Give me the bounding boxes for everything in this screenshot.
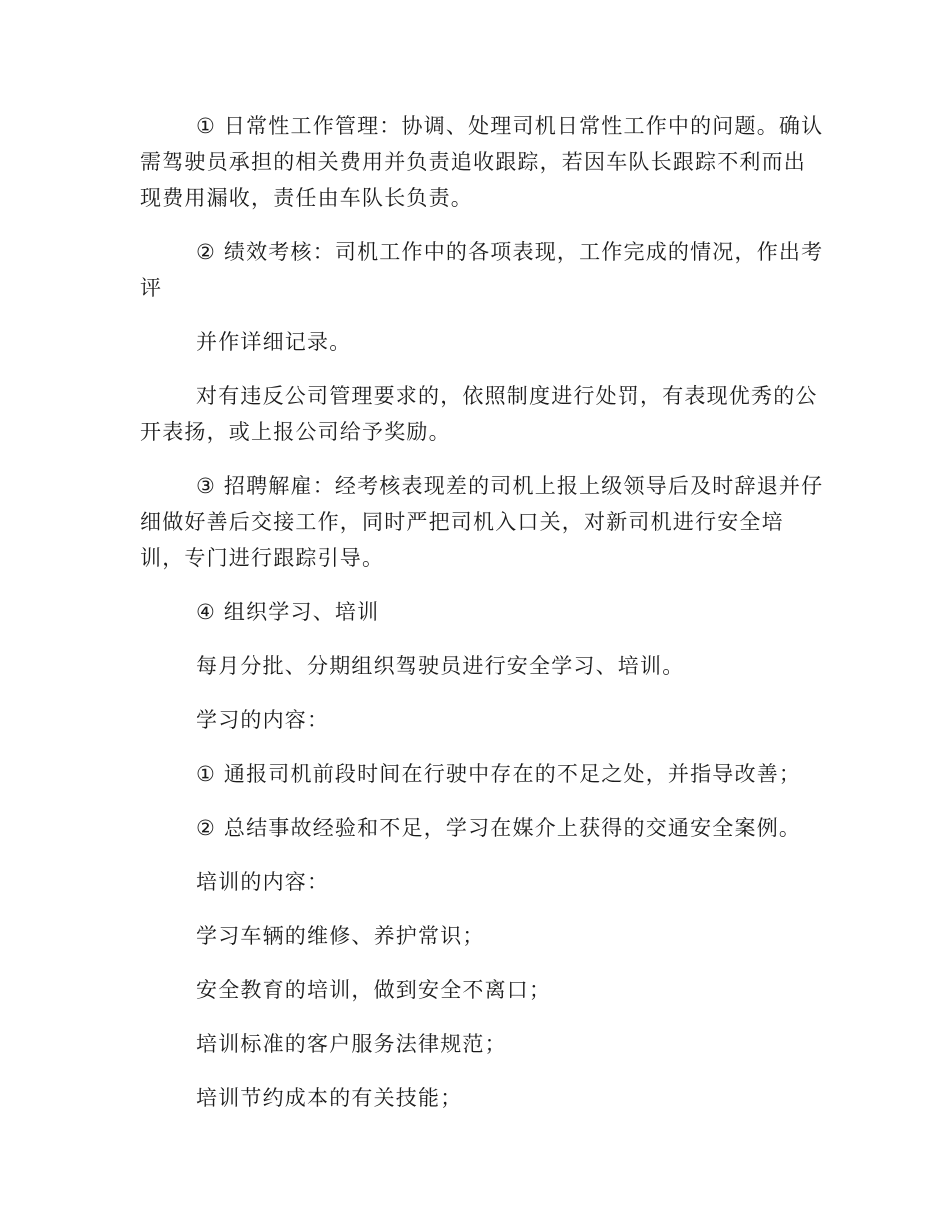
- paragraph-monthly-training: 每月分批、分期组织驾驶员进行安全学习、培训。: [196, 654, 685, 678]
- list-item-study-1: ① 通报司机前段时间在行驶中存在的不足之处，并指导改善；: [196, 762, 802, 786]
- list-item-study-2: ② 总结事故经验和不足，学习在媒介上获得的交通安全案例。: [196, 816, 802, 840]
- text-line: 对有违反公司管理要求的，依照制度进行处罚，有表现优秀的公: [196, 384, 818, 408]
- paragraph-record-detail: 并作详细记录。: [196, 330, 352, 354]
- paragraph-daily-management: [140, 108, 824, 216]
- label-study-content: 学习的内容：: [196, 708, 330, 732]
- paragraph-reward-penalty: [140, 378, 818, 450]
- text-line: 现费用漏收，责任由车队长负责。: [140, 186, 473, 210]
- text-line: ③ 招聘解雇：经考核表现差的司机上报上级领导后及时辞退并仔: [196, 474, 824, 498]
- heading-training: ④ 组织学习、培训: [196, 600, 380, 624]
- text-line: 训，专门进行跟踪引导。: [140, 546, 385, 570]
- text-line: ② 绩效考核：司机工作中的各项表现，工作完成的情况，作出考: [196, 240, 824, 264]
- list-item-training-4: 培训节约成本的有关技能；: [196, 1086, 463, 1110]
- text-line: 需驾驶员承担的相关费用并负责追收跟踪，若因车队长跟踪不利而出: [140, 150, 806, 174]
- text-line: 评: [140, 276, 163, 300]
- text-line: ① 日常性工作管理：协调、处理司机日常性工作中的问题。确认: [196, 114, 824, 138]
- paragraph-hiring-dismissal: [140, 468, 824, 576]
- paragraph-performance-review: [140, 234, 824, 306]
- list-item-training-1: 学习车辆的维修、养护常识；: [196, 924, 485, 948]
- list-item-training-2: 安全教育的培训，做到安全不离口；: [196, 978, 552, 1002]
- text-line: 开表扬，或上报公司给予奖励。: [140, 420, 451, 444]
- label-training-content: 培训的内容：: [196, 870, 330, 894]
- text-line: 细做好善后交接工作，同时严把司机入口关，对新司机进行安全培: [140, 510, 784, 534]
- list-item-training-3: 培训标准的客户服务法律规范；: [196, 1032, 507, 1056]
